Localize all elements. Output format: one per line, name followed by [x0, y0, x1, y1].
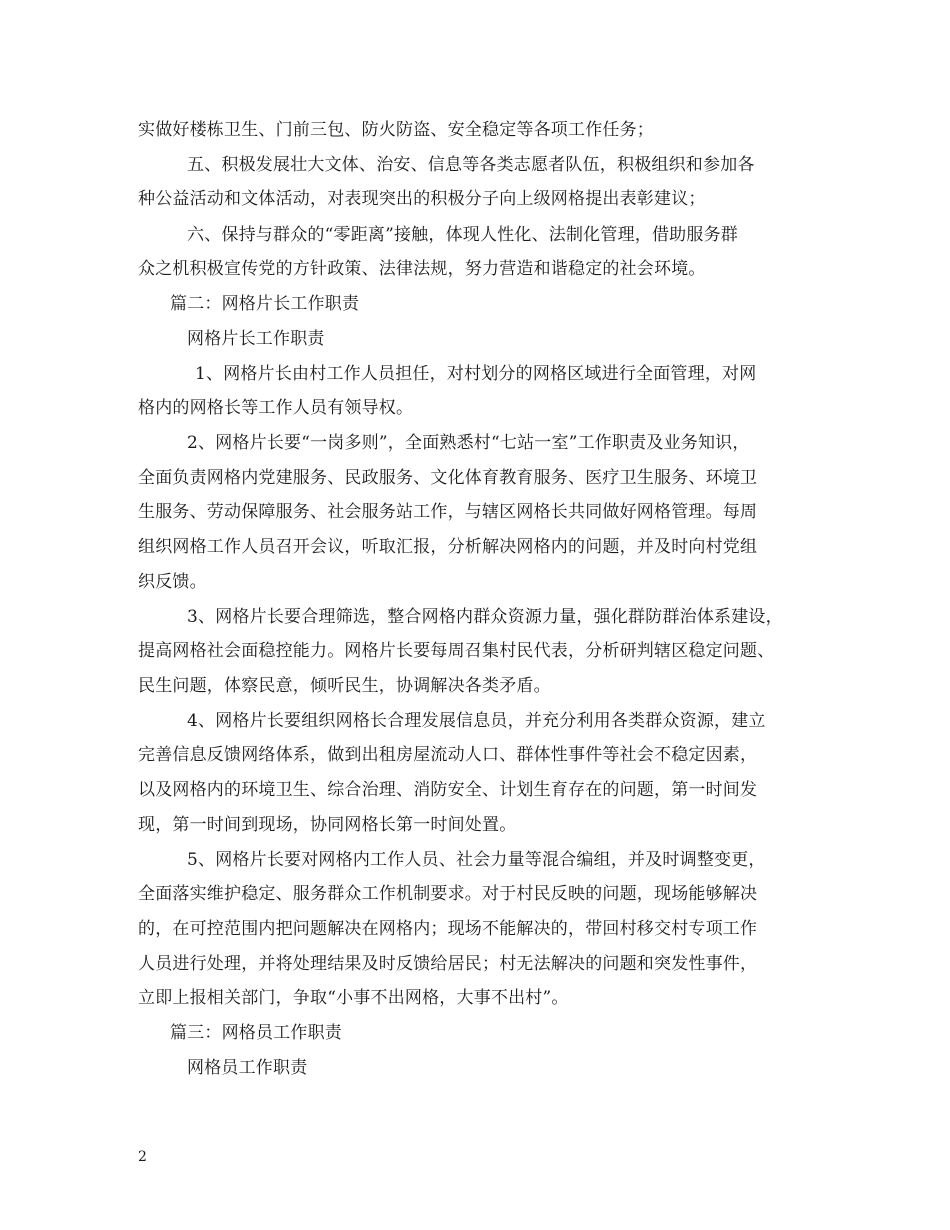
text-line: 的，在可控范围内把问题解决在网格内；现场不能解决的，带回村移交村专项工作 [138, 919, 758, 939]
text-line: 实做好楼栋卫生、门前三包、防火防盗、安全稳定等各项工作任务； [138, 120, 654, 140]
text-line: 众之机积极宣传党的方针政策、法律法规，努力营造和谐稳定的社会环境。 [138, 259, 706, 279]
text-line: 4、网格片长要组织网格长合理发展信息员，并充分利用各类群众资源，建立 [187, 711, 766, 731]
text-line: 立即上报相关部门，争取“小事不出网格，大事不出村”。 [138, 988, 569, 1008]
section-title: 网格员工作职责 [187, 1058, 308, 1078]
text-line: 民生问题，体察民意，倾听民生，协调解决各类矛盾。 [138, 676, 551, 696]
text-line: 提高网格社会面稳控能力。网格片长要每周召集村民代表，分析研判辖区稳定问题、 [138, 641, 775, 661]
text-line: 六、保持与群众的“零距离”接触，体现人性化、法制化管理，借助服务群 [187, 225, 738, 245]
text-line: 以及网格内的环境卫生、综合治理、消防安全、计划生育存在的问题，第一时间发 [138, 780, 758, 800]
text-line: 格内的网格长等工作人员有领导权。 [138, 398, 414, 418]
page-number: 2 [138, 1149, 147, 1165]
text-line: 织反馈。 [138, 572, 207, 592]
text-line: 5、网格片长要对网格内工作人员、社会力量等混合编组，并及时调整变更， [187, 850, 766, 870]
text-line: 组织网格工作人员召开会议，听取汇报，分析解决网格内的问题，并及时向村党组 [138, 537, 758, 557]
text-line: 3、网格片长要合理筛选，整合网格内群众资源力量，强化群防群治体系建设， [187, 607, 783, 627]
text-line: 1、网格片长由村工作人员担任，对村划分的网格区域进行全面管理，对网 [195, 364, 757, 384]
text-line: 2、网格片长要“一岗多则”，全面熟悉村“七站一室”工作职责及业务知识， [187, 433, 750, 453]
section-heading: 篇二：网格片长工作职责 [170, 294, 360, 314]
text-line: 生服务、劳动保障服务、社会服务站工作，与辖区网格长共同做好网格管理。每周 [138, 502, 758, 522]
text-line: 完善信息反馈网络体系，做到出租房屋流动人口、群体性事件等社会不稳定因素， [138, 745, 758, 765]
text-line: 现，第一时间到现场，协同网格长第一时间处置。 [138, 815, 517, 835]
text-line: 人员进行处理，并将处理结果及时反馈给居民；村无法解决的问题和突发性事件， [138, 954, 758, 974]
text-line: 全面负责网格内党建服务、民政服务、文化体育教育服务、医疗卫生服务、环境卫 [138, 468, 758, 488]
section-heading: 篇三：网格员工作职责 [170, 1023, 342, 1043]
text-line: 种公益活动和文体活动，对表现突出的积极分子向上级网格提出表彰建议； [138, 189, 706, 209]
text-line: 五、积极发展壮大文体、治安、信息等各类志愿者队伍，积极组织和参加各 [187, 155, 755, 175]
text-line: 全面落实维护稳定、服务群众工作机制要求。对于村民反映的问题，现场能够解决 [138, 884, 758, 904]
section-title: 网格片长工作职责 [187, 329, 325, 349]
